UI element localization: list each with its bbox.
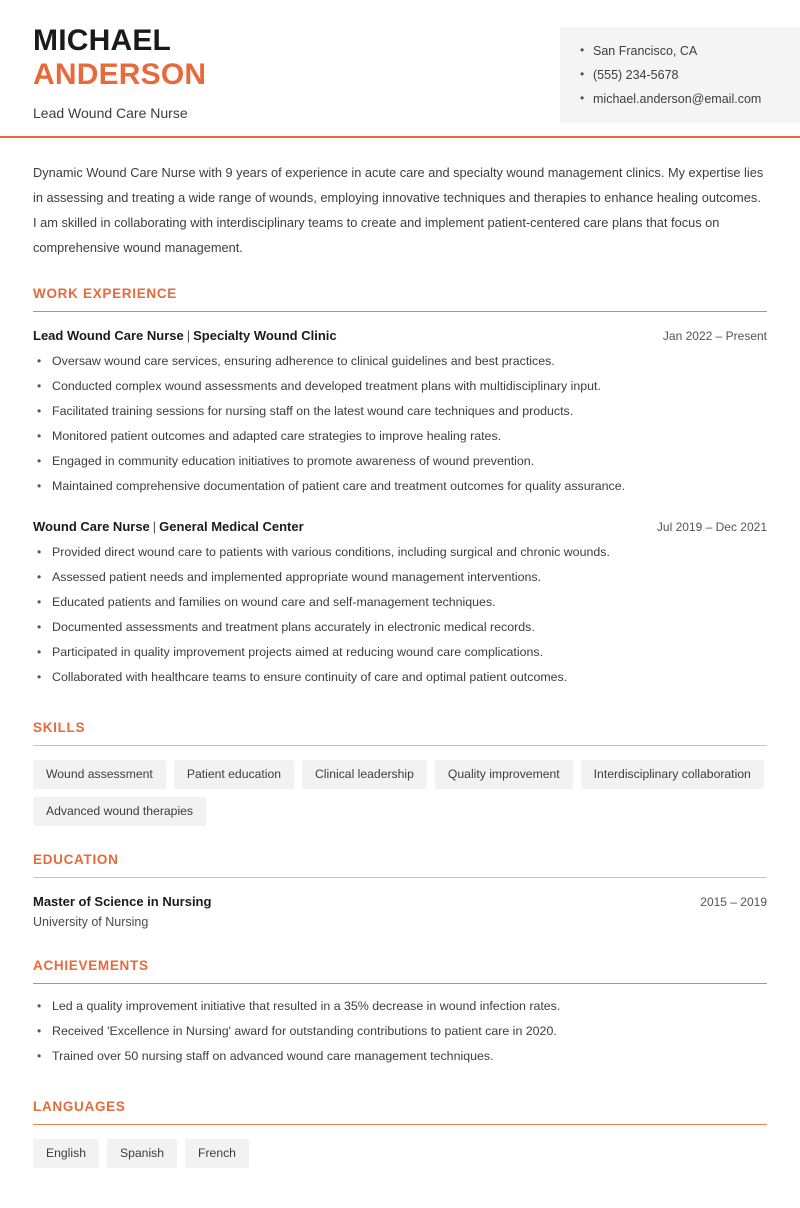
- contact-location: • San Francisco, CA: [580, 39, 800, 63]
- skill-tag: Advanced wound therapies: [33, 797, 206, 826]
- experience-role: Wound Care Nurse: [33, 519, 150, 534]
- bullet-item: • Engaged in community education initiatives to promote awareness of wound prevention.: [33, 453, 767, 478]
- skill-tag: Wound assessment: [33, 760, 166, 789]
- section-education: [33, 852, 767, 932]
- language-tag: English: [33, 1139, 99, 1168]
- experience-bullets: [33, 544, 767, 694]
- bullet-item: • Provided direct wound care to patients with various conditions, including surgical and chronic wounds.: [33, 544, 767, 569]
- bullet-item: • Collaborated with healthcare teams to ensure continuity of care and optimal patient outcomes.: [33, 669, 767, 694]
- education-degree: Master of Science in Nursing: [33, 894, 212, 909]
- section-divider: [33, 745, 767, 746]
- education-entry-header: [33, 893, 767, 911]
- contact-phone[interactable]: • (555) 234-5678: [580, 63, 800, 87]
- section-skills: [33, 720, 767, 826]
- bullet-item: • Facilitated training sessions for nursing staff on the latest wound care techniques and products.: [33, 403, 767, 428]
- section-divider: [33, 877, 767, 878]
- experience-entry-header: [33, 518, 767, 536]
- education-entry: [33, 893, 767, 932]
- experience-date: Jul 2019 – Dec 2021: [656, 520, 767, 534]
- bullet-item: • Conducted complex wound assessments and developed treatment plans with multidisciplinary input.: [33, 378, 767, 403]
- bullet-item: • Assessed patient needs and implemented appropriate wound management interventions.: [33, 569, 767, 594]
- education-institution: University of Nursing: [33, 915, 149, 929]
- skill-tag: Clinical leadership: [302, 760, 427, 789]
- bullet-item: • Oversaw wound care services, ensuring adherence to clinical guidelines and best practices.: [33, 353, 767, 378]
- experience-role: Lead Wound Care Nurse: [33, 328, 184, 343]
- contact-list: [580, 39, 800, 111]
- bullet-item: • Participated in quality improvement projects aimed at reducing wound care complications.: [33, 644, 767, 669]
- skill-tag: Quality improvement: [435, 760, 573, 789]
- title-separator: |: [186, 328, 191, 343]
- experience-entry-header: [33, 327, 767, 345]
- experience-title-line: [33, 327, 337, 345]
- bullet-item: • Maintained comprehensive documentation of patient care and treatment outcomes for quality assurance.: [33, 478, 767, 503]
- section-languages: [33, 1099, 767, 1168]
- skills-tag-list: [33, 760, 767, 826]
- section-title-languages: LANGUAGES: [33, 1099, 126, 1114]
- contact-email[interactable]: • michael.anderson@email.com: [580, 87, 800, 111]
- experience-title-line: [33, 518, 304, 536]
- section-divider: [33, 311, 767, 312]
- section-work-experience: [33, 286, 767, 694]
- achievements-list: [33, 998, 767, 1073]
- experience-company: General Medical Center: [159, 519, 304, 534]
- experience-entry: [33, 327, 767, 503]
- title-separator: |: [152, 519, 157, 534]
- bullet-item: • Monitored patient outcomes and adapted care strategies to improve healing rates.: [33, 428, 767, 453]
- header-job-title: Lead Wound Care Nurse: [33, 105, 188, 121]
- last-name: ANDERSON: [33, 58, 207, 91]
- languages-tag-list: [33, 1139, 767, 1168]
- first-name: MICHAEL: [33, 24, 172, 57]
- section-title-work-experience: WORK EXPERIENCE: [33, 286, 178, 301]
- section-title-skills: SKILLS: [33, 720, 86, 735]
- section-title-education: EDUCATION: [33, 852, 119, 867]
- experience-bullets: [33, 353, 767, 503]
- section-achievements: [33, 958, 767, 1073]
- bullet-item: • Documented assessments and treatment plans accurately in electronic medical records.: [33, 619, 767, 644]
- skill-tag: Patient education: [174, 760, 294, 789]
- achievement-item: • Received 'Excellence in Nursing' award for outstanding contributions to patient care in 2020.: [33, 1023, 767, 1048]
- achievement-item: • Led a quality improvement initiative that resulted in a 35% decrease in wound infection rates.: [33, 998, 767, 1023]
- resume-header: [0, 0, 800, 138]
- resume-body: [0, 160, 800, 1168]
- section-divider: [33, 983, 767, 984]
- language-tag: Spanish: [107, 1139, 177, 1168]
- experience-date: Jan 2022 – Present: [662, 329, 767, 343]
- language-tag: French: [185, 1139, 249, 1168]
- section-divider: [33, 1124, 767, 1125]
- professional-summary: Dynamic Wound Care Nurse with 9 years of experience in acute care and specialty wound management clinics. My expertise lies in assessing and treating a wide range of wounds, employing innovative techniques and therapies to enhance healing outcomes. I am skilled in collaborating with interdisciplinary teams to create and implement patient-centered care plans that focus on comprehensive wound management.: [33, 165, 764, 255]
- experience-company: Specialty Wound Clinic: [193, 328, 337, 343]
- header-identity: [33, 24, 206, 122]
- education-date: 2015 – 2019: [700, 895, 767, 909]
- section-title-achievements: ACHIEVEMENTS: [33, 958, 149, 973]
- experience-entry: [33, 518, 767, 694]
- skill-tag: Interdisciplinary collaboration: [581, 760, 764, 789]
- bullet-item: • Educated patients and families on wound care and self-management techniques.: [33, 594, 767, 619]
- achievement-item: • Trained over 50 nursing staff on advanced wound care management techniques.: [33, 1048, 767, 1073]
- contact-box: [560, 27, 800, 123]
